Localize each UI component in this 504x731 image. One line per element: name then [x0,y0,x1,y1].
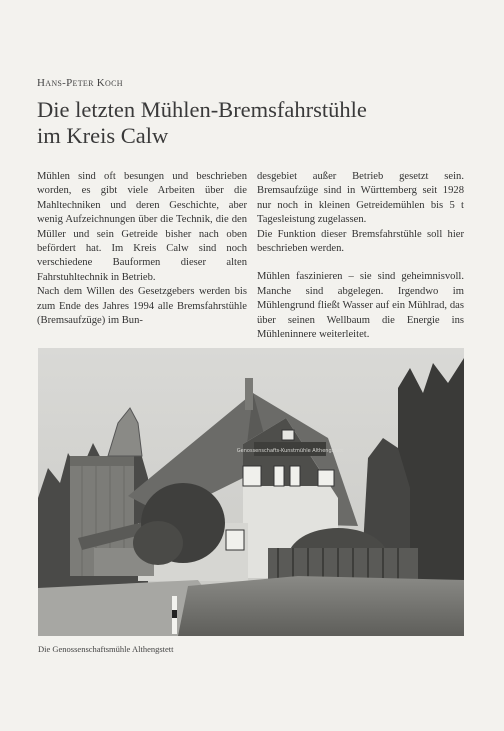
photo-caption: Die Genossenschaftsmühle Althengstett [38,644,174,654]
left-column [37,170,247,328]
title-line-1: Die letzten Mühlen-Bremsfahrstühle [37,97,367,122]
author-name: Hans-Peter Koch [37,77,123,89]
left-paragraph-1: Mühlen sind oft besungen und beschrieben worden, es gibt viele Arbeiten über die Mahltechniken und deren Geschichte, aber wenig Aufzeichnungen über die Technik, die den Müller und sein Getreide bisher nach oben befördert hat. Im Kreis Calw sind noch verschiedene Bauformen dieser alten Fahrstuhltechnik in Betrieb. [37,171,247,283]
article-title [37,97,467,149]
title-line-2: im Kreis Calw [37,123,169,148]
mill-sign: Genossenschafts-Kunstmühle Althengstett [236,448,344,454]
right-paragraph-1: desgebiet außer Betrieb gesetzt sein. Bremsaufzüge sind in Württemberg seit 1928 nur noch in kleinen Getreidemühlen bis 5 t Tagesleistung zugelassen. [257,171,464,226]
left-paragraph-2: Nach dem Willen des Gesetzgebers werden bis zum Ende des Jahres 1994 alle Bremsfahrstühle (Bremsaufzüge) im Bun- [37,286,247,327]
right-paragraph-3: Mühlen faszinieren – sie sind geheimnisvoll. Manche sind abgelegen. Irgendwo im Mühlengrund fließt Wasser auf ein Mühlrad, das über seinen Wellbaum die Energie ins Mühleninnere weiterleitet. [257,271,464,341]
mill-photo [38,348,464,636]
right-paragraph-2: Die Funktion dieser Bremsfahrstühle soll hier beschrieben werden. [257,228,464,255]
right-column [257,170,464,342]
